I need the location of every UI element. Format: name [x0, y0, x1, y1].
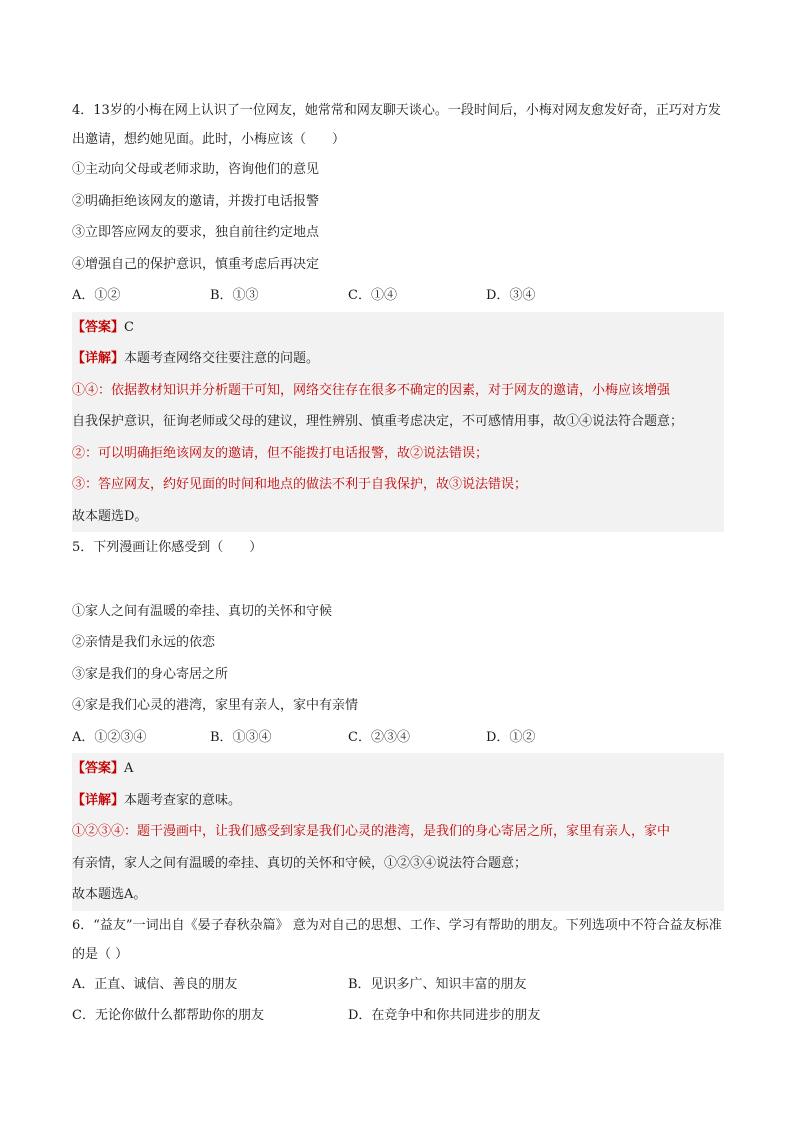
- q5-stem: 5．下列漫画让你感受到（ ）: [72, 540, 263, 555]
- q4-item-2: ②明确拒绝该网友的邀请，并拨打电话报警: [72, 193, 320, 209]
- q4-detail-tag: 【详解】: [72, 351, 125, 366]
- q6-stem: 6．“益友”一词出自《晏子春秋杂篇》 意为对自己的思想、工作、学习有帮助的朋友。下列选项中不符合益友标准的是（ ）: [72, 917, 722, 962]
- q6-options-row-2: [72, 1000, 724, 1032]
- q5-answer-line: [72, 753, 724, 785]
- q4-option-a: A．①②: [72, 288, 121, 303]
- q4-analysis-1-tail: 自我保护意识，征询老师或父母的建议，理性辨别、慎重考虑决定，不可感情用事，故①④说法符合题意；: [72, 414, 684, 429]
- q5-conclusion: 故本题选A。: [72, 887, 147, 902]
- q5-analysis-1-text: ①②③④：题干漫画中，让我们感受到家是我们心灵的港湾，是我们的身心寄居之所，家里有亲人，家中: [72, 824, 671, 839]
- q5-option-a: A．①②③④: [72, 729, 147, 745]
- q4-detail: 本题考查网络交往要注意的问题。: [124, 351, 320, 366]
- q5-detail-line: [72, 785, 724, 817]
- q4-options: [72, 280, 724, 312]
- q4-option-d: D．③④: [486, 288, 536, 303]
- q4-answer-tag: 【答案】: [72, 319, 125, 335]
- page-content: [72, 96, 724, 1032]
- q4-analysis-1: [72, 375, 724, 438]
- q5-comic-space: [72, 564, 724, 596]
- q5-options: [72, 722, 724, 754]
- q4-analysis-3: ③：答应网友，约好见面的时间和地点的做法不利于自我保护，故③说法错误；: [72, 477, 528, 492]
- q4-detail-line: [72, 343, 724, 375]
- q5-item-2: ②亲情是我们永远的依恋: [72, 635, 216, 650]
- q5-analysis-1: [72, 816, 724, 879]
- q5-item-4: ④家是我们心灵的港湾，家里有亲人，家中有亲情: [72, 698, 359, 713]
- q4-answer: C: [124, 319, 134, 335]
- q5-option-b: B．①③④: [210, 729, 272, 745]
- q6-options-row-1: [72, 969, 724, 1001]
- q4-item-4: ④增强自己的保护意识，慎重考虑后再决定: [72, 256, 320, 272]
- q6-option-a: A．正直、诚信、善良的朋友: [72, 976, 238, 992]
- q5-item-1: ①家人之间有温暖的牵挂、真切的关怀和守候: [72, 603, 333, 619]
- q4-answer-box: [72, 312, 724, 533]
- q4-option-c: C．①④: [348, 288, 397, 303]
- q5-answer-tag: 【答案】: [72, 761, 125, 776]
- q6-option-c: C．无论你做什么都帮助你的朋友: [72, 1008, 264, 1023]
- q4-analysis-1-text: ①④：依据教材知识并分析题干可知，网络交往存在很多不确定的因素，对于网友的邀请，小梅应该增强: [72, 382, 671, 398]
- q5-answer: A: [124, 761, 134, 776]
- q4-stem: 4．13岁的小梅在网上认识了一位网友，她常常和网友聊天谈心。一段时间后，小梅对网友愈发好奇，正巧对方发出邀请，想约她见面。此时，小梅应该（ ）: [72, 103, 721, 147]
- q4-item-1: ①主动向父母或老师求助，咨询他们的意见: [72, 162, 320, 177]
- q5-analysis-1-tail: 有亲情，家人之间有温暖的牵挂、真切的关怀和守候，①②③④说法符合题意；: [72, 855, 528, 871]
- q4-answer-line: [72, 312, 724, 344]
- q4-item-3: ③立即答应网友的要求，独自前往约定地点: [72, 225, 320, 240]
- q4-conclusion: 故本题选D。: [72, 508, 148, 524]
- q6-option-d: D．在竞争中和你共同进步的朋友: [348, 1008, 541, 1023]
- q4-option-b: B．①③: [210, 288, 259, 303]
- q5-option-c: C．②③④: [348, 729, 410, 745]
- q5-answer-box: [72, 753, 724, 911]
- q4-analysis-2: ②：可以明确拒绝该网友的邀请，但不能拨打电话报警，故②说法错误；: [72, 445, 489, 461]
- q5-item-3: ③家是我们的身心寄居之所: [72, 666, 229, 682]
- q6-option-b: B．见识多广、知识丰富的朋友: [348, 976, 527, 992]
- q5-option-d: D．①②: [486, 729, 536, 745]
- q5-detail-tag: 【详解】: [72, 792, 125, 808]
- q5-detail: 本题考查家的意味。: [124, 792, 242, 808]
